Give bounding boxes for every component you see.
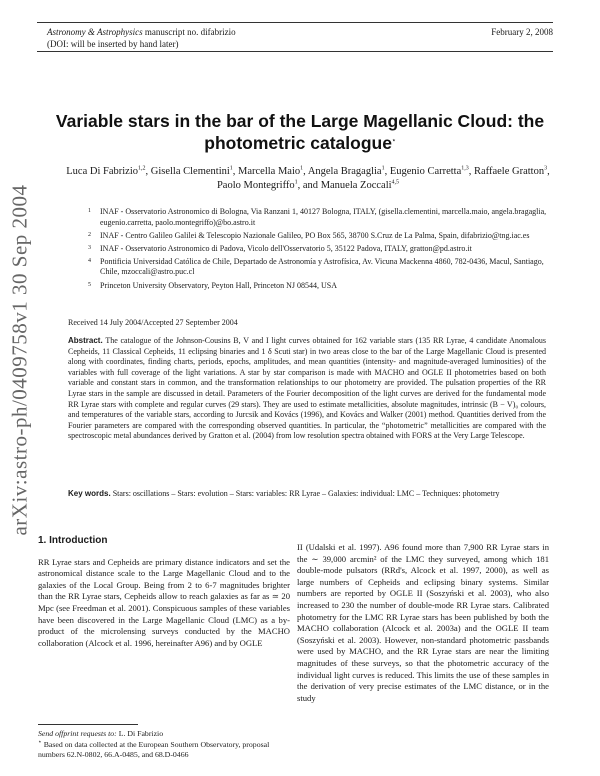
author <box>151 166 233 177</box>
author-name: Raffaele Gratton <box>474 166 545 177</box>
offprint-label: Send offprint requests to: <box>38 729 117 738</box>
arxiv-sidebar <box>0 170 40 550</box>
affiliation-text: INAF - Osservatorio Astronomico di Padova, Vicolo dell'Osservatorio 5, 35122 Padova, ITALY, gratton@pd.astro.it <box>100 243 472 253</box>
author <box>321 180 399 191</box>
author-list: Luca Di Fabrizio$^{1,2}$, Gisella Clementini$^1$, Marcella Maio$^1$, Angela Bragaglia$^1$, Eugenio Carretta$^{1,3}$, Raffaele Gratton$^3$, Paolo Montegriffo$^1$, and Manuela Zoccali$^{4,5}$ <box>66 165 550 191</box>
author-name: Manuela Zoccali <box>320 180 392 191</box>
header-left <box>47 26 236 50</box>
author-name: Angela Bragaglia <box>307 166 382 177</box>
footnote-mark: ⋆ <box>38 738 42 745</box>
author-name: Gisella Clementini <box>150 166 230 177</box>
abstract-text: The catalogue of the Johnson-Cousins B, V and I light curves obtained for 162 variable stars (135 RR Lyrae, 4 candidate Anomalous Cepheids, 11 Classical Cepheids, 11 eclipsing binaries and 1 δ Scuti star) in two areas close to the bar of the Large Magellanic Cloud is presented along with coordinates, finding charts, periods, epochs, amplitudes, and mean quantities (intensity- and magnitude-averaged luminosities) of the variables with full coverage of the light variations. A star by star comparison is made with MACHO and OGLE II photometries based on both variable and constant stars in common, and the transformation relationships to our photometry are provided. The pulsation properties of the RR Lyrae stars in the sample are discussed in detail. Parameters of the Fourier decomposition of the light curves are derived for the fundamental mode RR Lyrae stars with complete and regular curves (29 stars). They are used to estimate metallicities, absolute magnitudes, intrinsic (B − V)₀ colours, and temperatures of the variable stars, according to Jurcsik and Kovács (1996), and Kovács and Walker (2001) method. Quantities derived from the Fourier parameters are compared with the corresponding observed quantities. In particular, the “photometric” metallicities are compared with the spectroscopic metal abundances derived by Gratton et al. (2004) from low resolution spectra obtained with FORS at the Very Large Telescope. <box>68 336 546 441</box>
author-affiliation-mark: 1 <box>300 165 304 172</box>
affiliation <box>88 207 558 228</box>
affiliation <box>88 244 558 255</box>
keywords-label: Key words. <box>68 489 111 498</box>
affiliation-text: Pontificia Universidad Católica de Chile, Departado de Astronomía y Astrofísica, Av. Vicuna Mackenna 4860, 782-0436, Macul, Santiago, Chile, mzoccali@astro.puc.cl <box>100 256 544 277</box>
title-text: Variable stars in the bar of the Large Magellanic Cloud: the photometric catalogue <box>55 111 545 153</box>
author <box>474 166 547 177</box>
author-name: Paolo Montegriffo <box>216 180 295 191</box>
manuscript-number: manuscript no. difabrizio <box>144 27 236 37</box>
paper-title <box>52 110 548 154</box>
affiliation-number: 4 <box>88 257 91 264</box>
author-name: Marcella Maio <box>238 166 301 177</box>
journal-name: Astronomy & Astrophysics <box>47 27 143 37</box>
affiliation <box>88 257 558 278</box>
section-heading: 1. Introduction <box>38 535 108 546</box>
author <box>217 180 298 191</box>
keywords-text: Stars: oscillations – Stars: evolution – Stars: variables: RR Lyrae – Galaxies: individual: LMC – Techniques: photometry <box>112 489 500 498</box>
author-name: Luca Di Fabrizio <box>66 166 138 177</box>
keywords <box>68 489 546 500</box>
intro-paragraph-left: RR Lyrae stars and Cepheids are primary distance indicators and set the astronomical distance scale to the Large Magellanic Cloud and to the galaxies of the Local Group. Being from 2 to 6-7 magnitudes brighter than the RR Lyrae stars, Cepheids allow to reach galaxies as far as ≃ 20 Mpc (see Freedman et al. 2001). Conspicuous samples of these variables have been discovered in the Large Magellanic Cloud (LMC) as a by-product of the microlensing surveys conducted by the MACHO collaboration (Alcock et al. 1996, hereinafter A96) and by OGLE <box>38 556 290 648</box>
offprint-name: L. Di Fabrizio <box>118 729 164 738</box>
doi-note: (DOI: will be inserted by hand later) <box>47 39 179 49</box>
affiliation-number: 1 <box>88 208 91 214</box>
author <box>308 166 385 177</box>
footnote-text: Based on data collected at the European Southern Observatory, proposal numbers 62.N-0802, 66.A-0485, and 68.D-0466 <box>38 739 270 759</box>
affiliation-text: Princeton University Observatory, Peyton Hall, Princeton NJ 08544, USA <box>100 280 338 290</box>
abstract-label: Abstract. <box>68 336 103 345</box>
received-date: Received 14 July 2004/Accepted 27 September 2004 <box>68 318 238 327</box>
author-affiliation-mark: 3 <box>544 165 548 172</box>
offprint-note <box>38 729 290 740</box>
footnote-rule <box>38 724 138 725</box>
arxiv-identifier: arXiv:astro-ph/0409758v1 30 Sep 2004 <box>7 184 32 536</box>
author-affiliation-mark: 4,5 <box>391 179 400 186</box>
affiliation <box>88 281 558 292</box>
affiliation-number: 5 <box>88 281 91 288</box>
right-column <box>297 542 549 704</box>
author-affiliation-mark: 1,2 <box>138 165 146 172</box>
author-affiliation-mark: 1 <box>381 165 385 172</box>
affiliation-text: INAF - Osservatorio Astronomico di Bologna, Via Ranzani 1, 40127 Bologna, ITALY, (gisella.clementini, marcella.maio, angela.bragaglia, eugenio.carretta, paolo.montegriffo)@bo.astro.it <box>100 207 547 227</box>
author-affiliation-mark: 1,3 <box>461 165 469 172</box>
affiliation-text: INAF - Centro Galileo Galilei & Telescopio Nazionale Galileo, PO Box 565, 38700 S.Cruz de La Palma, Spain, difabrizio@tng.iac.es <box>100 230 530 240</box>
intro-paragraph-right: II (Udalski et al. 1997). A96 found more than 7,900 RR Lyrae stars in the ∼ 39,000 arcmin² of the LMC they surveyed, among which 181 double-mode pulsators (RRd's, Alcock et al. 1997, 2000), as well as large numbers of Cepheids and eclipsing binary systems. Similar numbers are reported by OGLE II (Soszyński et al. 2003), who also increased to 230 the number of double-mode RR Lyrae stars. Calibrated photometry for the LMC RR Lyrae stars has been published by both the MACHO collaboration (Alcock et al. 2003a) and the OGLE II team (Soszyński et al. 2003). However, non-standard photometric passbands were used by MACHO, and the RR Lyrae stars are near the limiting magnitudes of these surveys, so that the photometric accuracy of the individual light curves is reduced. This limits the use of these samples in the derivation of very precise estimates of the LMC distance, or in the study <box>297 542 549 703</box>
author-affiliation-mark: 1 <box>294 179 298 186</box>
author <box>390 166 469 177</box>
abstract <box>68 336 546 442</box>
author <box>238 166 303 177</box>
header-date: February 2, 2008 <box>491 27 553 37</box>
affiliation <box>88 231 558 242</box>
affiliation-number: 2 <box>88 231 91 238</box>
author <box>66 166 145 177</box>
affiliation-number: 3 <box>88 244 91 251</box>
footnotes <box>38 729 290 761</box>
header-top-rule <box>37 22 553 23</box>
author-name: Eugenio Carretta <box>389 166 462 177</box>
author-affiliation-mark: 1 <box>229 165 233 172</box>
affiliation-list <box>88 207 558 294</box>
left-column <box>38 535 290 649</box>
header-bottom-rule <box>37 51 553 52</box>
data-footnote <box>38 740 290 761</box>
title-footnote-mark: ⋆ <box>391 138 396 145</box>
